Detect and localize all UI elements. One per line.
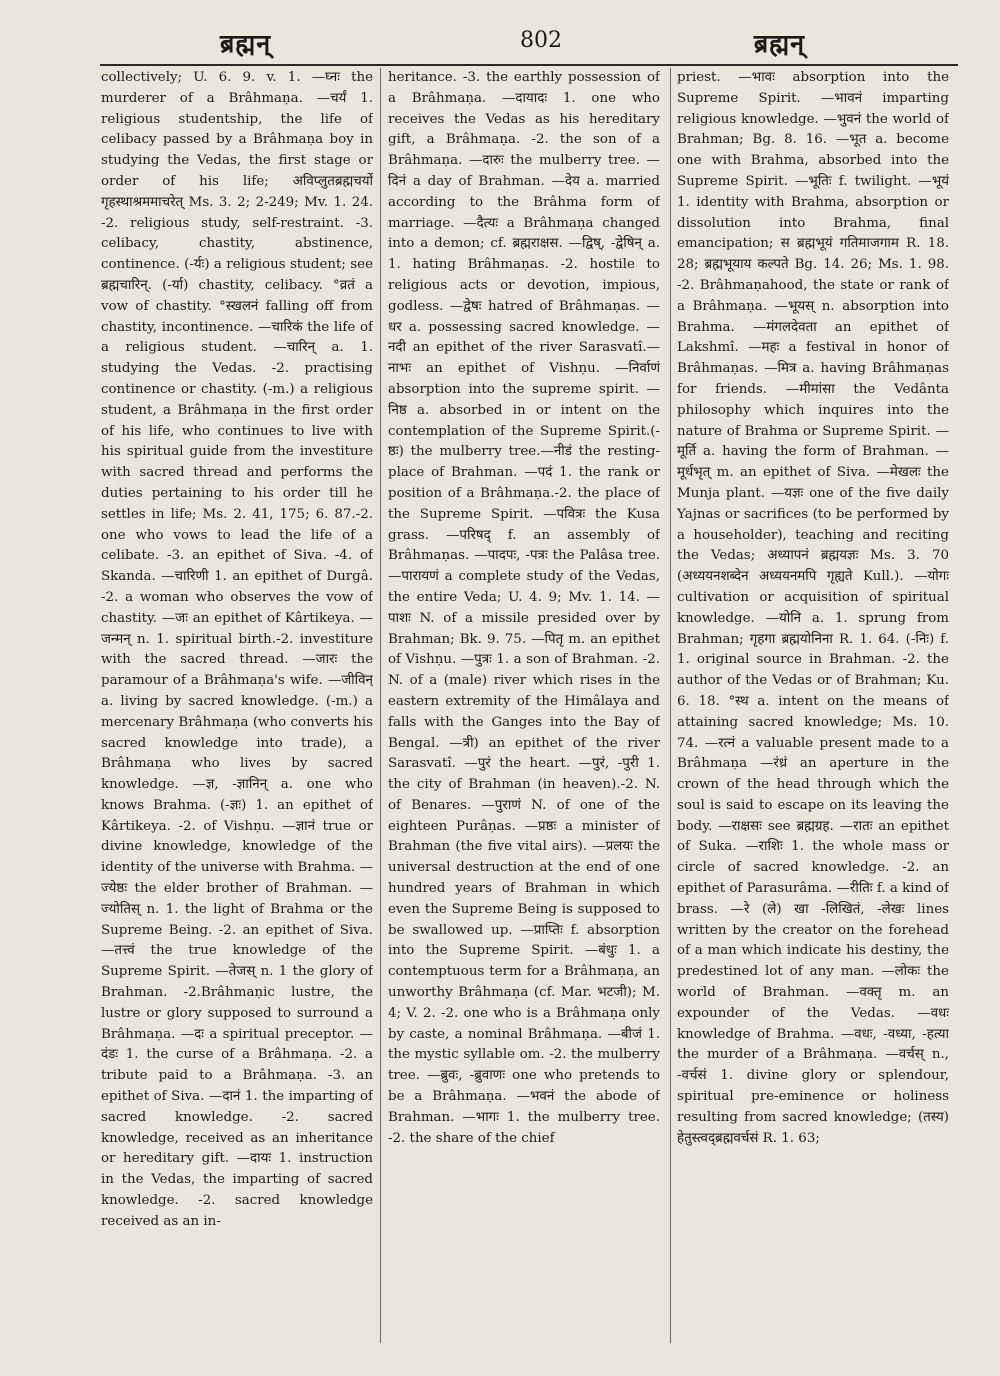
header-rule <box>100 64 958 66</box>
column-divider <box>380 68 381 1343</box>
text-column-3 <box>677 68 949 1348</box>
running-headword-right: ब्रह्मन् <box>753 29 805 58</box>
running-headword-left: ब्रह्मन् <box>220 29 272 58</box>
column-1-text: collectively; U. 6. 9. v. 1. —घ्नः the murderer of a Brâhmaṇa. —चर्यं 1. religious studentship, the life of celibacy passed by a Brâhmaṇa boy in studying the Vedas, the first stage or order of his life; अविप्लुतब्रह्मचर्यो गृहस्थाश्रममाचरेत् Ms. 3. 2; 2-249; Mv. 1. 24. -2. religious study, self-restraint. -3. celibacy, chastity, abstinence, continence. (-र्यः) a religious student; see ब्रह्मचारिन्. (-र्या) chastity, celibacy. °व्रतं a vow of chastity. °स्खलनं falling off from chastity, incontinence. —चारिकं the life of a religious student. —चारिन् a. 1. studying the Vedas. -2. practising continence or chastity. (-m.) a religious student, a Brâhmaṇa in the first order of his life, who continues to live with his spiritual guide from the investiture with sacred thread and performs the duties pertaining to his order till he settles in life; Ms. 2. 41, 175; 6. 87.-2. one who vows to lead the life of a celibate. -3. an epithet of Siva. -4. of Skanda. —चारिणी 1. an epithet of Durgâ. -2. a woman who observes the vow of chastity. —जः an epithet of Kârtikeya. —जन्मन् n. 1. spiritual birth.-2. investiture with the sacred thread. —जारः the paramour of a Brâhmaṇa's wife. —जीविन् a. living by sacred knowledge. (-m.) a mercenary Brâhmaṇa (who converts his sacred knowledge into trade), a Brâhmaṇa who lives by sacred knowledge. —ज्ञ, -ज्ञानिन् a. one who knows Brahma. (-ज्ञः) 1. an epithet of Kârtikeya. -2. of Vishṇu. —ज्ञानं true or divine knowledge, knowledge of the identity of the universe with Brahma. —ज्येष्ठः the elder brother of Brahman. —ज्योतिस् n. 1. the light of Brahma or the Supreme Being. -2. an epithet of Siva. —तत्त्वं the true knowledge of the Supreme Spirit. —तेजस् n. 1 the glory of Brahman. -2.Brâhmaṇic lustre, the lustre or glory supposed to surround a Brâhmaṇa. —दः a spiritual preceptor. —दंडः 1. the curse of a Brâhmaṇa. -2. a tribute paid to a Brâhmaṇa. -3. an epithet of Siva. —दानं 1. the imparting of sacred knowledge. -2. sacred knowledge, received as an inheritance or hereditary gift. —दायः 1. instruction in the Vedas, the imparting of sacred knowledge. -2. sacred knowledge received as an in- <box>101 70 373 1229</box>
text-column-2 <box>388 68 660 1348</box>
page-header <box>100 24 915 64</box>
page-number: 802 <box>520 28 562 53</box>
column-divider <box>670 68 671 1343</box>
text-column-1 <box>101 68 373 1348</box>
column-2-text: heritance. -3. the earthly possession of a Brâhmaṇa. —दायादः 1. one who receives the Vedas as his hereditary gift, a Brâhmaṇa. -2. the son of a Brâhmaṇa. —दारुः the mulberry tree. —दिनं a day of Brahman. —देय a. married according to the Brâhma form of marriage. —दैत्यः a Brâhmaṇa changed into a demon; cf. ब्रह्मराक्षस. —द्विष्, -द्वेषिन् a. 1. hating Brâhmaṇas. -2. hostile to religious acts or devotion, impious, godless. —द्वेषः hatred of Brâhmaṇas. —धर a. possessing sacred knowledge. —नदी an epithet of the river Sarasvatî.—नाभः an epithet of Vishṇu. —निर्वाणं absorption into the supreme spirit. —निष्ठ a. absorbed in or intent on the contemplation of the Supreme Spirit.(-ष्ठः) the mulberry tree.—नीडं the resting-place of Brahman. —पदं 1. the rank or position of a Brâhmaṇa.-2. the place of the Supreme Spirit. —पवित्रः the Kusa grass. —परिषद् f. an assembly of Brâhmaṇas. —पादपः, -पत्रः the Palâsa tree. —पारायणं a complete study of the Vedas, the entire Veda; U. 4. 9; Mv. 1. 14. —पाशः N. of a missile presided over by Brahman; Bk. 9. 75. —पितृ m. an epithet of Vishṇu. —पुत्रः 1. a son of Brahman. -2. N. of a (male) river which rises in the eastern extremity of the Himâlaya and falls with the Ganges into the Bay of Bengal. —त्री) an epithet of the river Sarasvatî. —पुरं the heart. —पुरं, -पुरी 1. the city of Brahman (in heaven).-2. N. of Benares. —पुराणं N. of one of the eighteen Purâṇas. —प्रष्ठः a minister of Brahman (the five vital airs). —प्रलयः the universal destruction at the end of one hundred years of Brahman in which even the Supreme Being is supposed to be swallowed up. —प्राप्तिः f. absorption into the Supreme Spirit. —बंधुः 1. a contemptuous term for a Brâhmaṇa, an unworthy Brâhmaṇa (cf. Mar. भटजी); M. 4; V. 2. -2. one who is a Brâhmaṇa only by caste, a nominal Brâhmaṇa. —बीजं 1. the mystic syllable om. -2. the mulberry tree. —ब्रुवः, -ब्रुवाणः one who pretends to be a Brâhmaṇa. —भवनं the abode of Brahman. —भागः 1. the mulberry tree. -2. the share of the chief <box>388 70 660 1146</box>
column-3-text: priest. —भावः absorption into the Supreme Spirit. —भावनं imparting religious knowledge. —भुवनं the world of Brahman; Bg. 8. 16. —भूत a. become one with Brahma, absorbed into the Supreme Spirit. —भूतिः f. twilight. —भूयं 1. identity with Brahma, absorption or dissolution into Brahma, final emancipation; स ब्रह्मभूयं गतिमाजगाम R. 18. 28; ब्रह्मभूयाय कल्पते Bg. 14. 26; Ms. 1. 98. -2. Brâhmaṇahood, the state or rank of a Brâhmaṇa. —भूयस् n. absorption into Brahma. —मंगलदेवता an epithet of Lakshmî. —महः a festival in honor of Brâhmaṇas. —मित्र a. having Brâhmaṇas for friends. —मीमांसा the Vedânta philosophy which inquires into the nature of Brahma or Supreme Spirit. —मूर्ति a. having the form of Brahman. —मूर्धभृत् m. an epithet of Siva. —मेखलः the Munja plant. —यज्ञः one of the five daily Yajnas or sacrifices (to be performed by a householder), teaching and reciting the Vedas; अध्यापनं ब्रह्मयज्ञः Ms. 3. 70 (अध्ययनशब्देन अध्ययनमपि गृह्यते Kull.). —योगः cultivation or acquisition of spiritual knowledge. —योनि a. 1. sprung from Brahman; गृहगा ब्रह्मयोनिना R. 1. 64. (-निः) f. 1. original source in Brahman. -2. the author of the Vedas or of Brahman; Ku. 6. 18. °स्थ a. intent on the means of attaining sacred knowledge; Ms. 10. 74. —रत्नं a valuable present made to a Brâhmaṇa —रंध्रं an aperture in the crown of the head through which the soul is said to escape on its leaving the body. —राक्षसः see ब्रह्मग्रह. —रातः an epithet of Suka. —राशिः 1. the whole mass or circle of sacred knowledge. -2. an epithet of Parasurâma. —रीतिः f. a kind of brass. —रे (ले) खा -लिखितं, -लेखः lines written by the creator on the forehead of a man which indicate his destiny, the predestined lot of any man. —लोकः the world of Brahman. —वक्तृ m. an expounder of the Vedas. —वधः knowledge of Brahma. —वधः, -वध्या, -हत्या the murder of a Brâhmaṇa. —वर्चस् n., -वर्चसं 1. divine glory or splendour, spiritual pre-eminence or holiness resulting from sacred knowledge; (तस्य) हेतुस्त्वद्ब्रह्मवर्चसं R. 1. 63; <box>677 70 949 1146</box>
